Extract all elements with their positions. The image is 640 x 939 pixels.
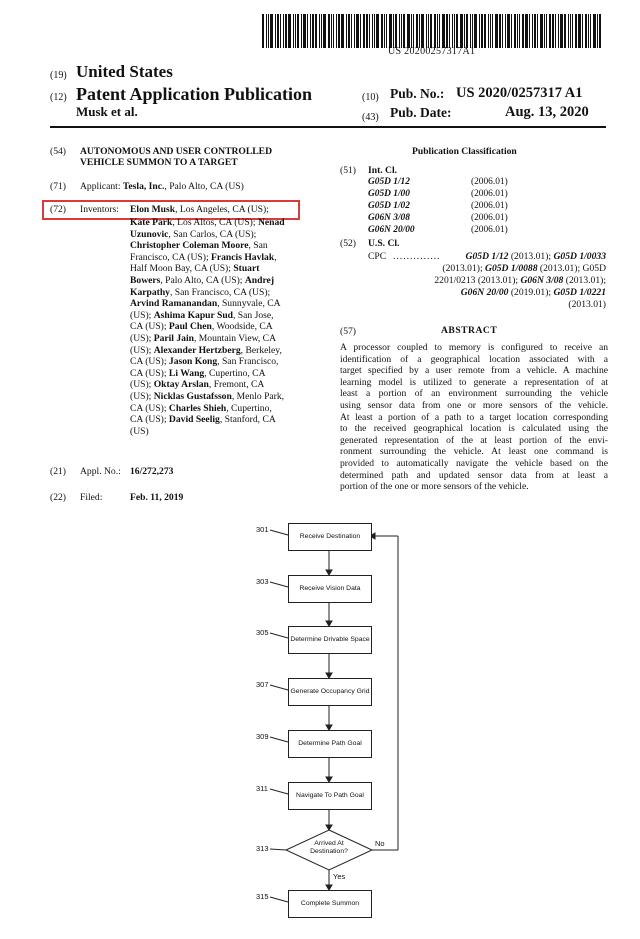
inventor-line: Arvind Ramanandan, Sunnyvale, CA	[130, 298, 281, 310]
inventor-line: CA (US); Jason Kong, San Francisco,	[130, 356, 279, 368]
inventor-line: (US); Ashima Kapur Sud, San Jose,	[130, 309, 274, 321]
intcl-version: (2006.01)	[471, 213, 508, 223]
cpc-line: (2013.01); G05D 1/0088 (2013.01); G05D	[442, 263, 606, 274]
abstract-line: target specified by a user remote from a vehicle. A machine	[340, 365, 608, 377]
title-line-2: VEHICLE SUMMON TO A TARGET	[80, 157, 238, 168]
abstract-line: ronment surrounding the vehicle. At least one command is	[340, 446, 608, 458]
abstract-line: identification of a geographical location associated with a	[340, 353, 608, 365]
filed-label: Filed:	[80, 492, 103, 503]
flow-arrowhead	[326, 825, 332, 830]
flow-step-box: Generate Occupancy Grid	[288, 678, 372, 706]
flow-step-box: Determine Drivable Space	[288, 626, 372, 654]
inventor-line: Bowers, Palo Alto, CA (US); Andrej	[130, 274, 275, 286]
flow-step-number: 305	[256, 628, 269, 637]
code-21: (21)	[50, 466, 66, 477]
code-52: (52)	[340, 238, 356, 249]
decision-number: 313	[256, 844, 269, 853]
inventor-line: (US); Nicklas Gustafsson, Menlo Park,	[130, 390, 285, 402]
flow-step-number: 301	[256, 525, 269, 534]
no-label: No	[375, 839, 385, 848]
abstract-line: to the received geographical location is calculated using the	[340, 423, 608, 435]
document-type: Patent Application Publication	[76, 84, 313, 104]
end-number: 315	[256, 892, 269, 901]
abstract-line: generated representation of the at least portion of the envi-	[340, 434, 608, 446]
code-12: (12)	[50, 92, 67, 103]
intcl-label: Int. Cl.	[368, 165, 398, 176]
code-51: (51)	[340, 165, 356, 176]
applicant-label: Applicant:	[80, 181, 121, 192]
inventors-label: Inventors:	[80, 204, 119, 215]
flow-step-box: Receive Destination	[288, 523, 372, 551]
applicant-place: , Palo Alto, CA (US)	[164, 181, 244, 192]
intcl-version: (2006.01)	[471, 201, 508, 211]
yes-label: Yes	[333, 872, 346, 881]
flow-step-number: 309	[256, 732, 269, 741]
decision-text: Arrived At Destination?	[310, 840, 348, 855]
abstract-line: least a portion of an environment surrounding the vehicle	[340, 388, 608, 400]
step-number-leader	[270, 633, 288, 638]
pub-date-label: Pub. Date:	[390, 105, 452, 120]
filed-value: Feb. 11, 2019	[130, 492, 184, 503]
flow-step-box: Navigate To Path Goal	[288, 782, 372, 810]
authors: Musk et al.	[76, 104, 138, 119]
pub-date: Aug. 13, 2020	[505, 104, 589, 120]
uscl-label: U.S. Cl.	[368, 238, 400, 249]
cpc-line: 2201/0213 (2013.01); G06N 3/08 (2013.01);	[434, 275, 606, 286]
code-19: (19)	[50, 70, 67, 81]
abstract-line: using sensor data from one or more sensors of the vehicle.	[340, 399, 608, 411]
inventor-line: CA (US); Li Wang, Cupertino, CA	[130, 367, 266, 379]
inventor-line: CA (US); Paul Chen, Woodside, CA	[130, 321, 273, 333]
code-22: (22)	[50, 492, 66, 503]
intcl-version: (2006.01)	[471, 225, 508, 235]
inventor-line: (US); Alexander Hertzberg, Berkeley,	[130, 344, 282, 356]
first-inventor-place: , Los Angeles, CA (US);	[175, 204, 269, 215]
abstract-line: learning model is utilized to generate a representation of at	[340, 376, 608, 388]
abstract-line: provided to automatically navigate the vehicle based on the	[340, 457, 608, 469]
code-57: (57)	[340, 326, 356, 337]
appl-no-label: Appl. No.:	[80, 466, 121, 477]
flow-step-number: 311	[256, 784, 268, 793]
first-inventor-name: Elon Musk	[130, 204, 176, 215]
pub-no-label: Pub. No.:	[390, 86, 445, 101]
cpc-line: G06N 20/00 (2019.01); G05D 1/0221	[460, 287, 606, 298]
step-number-leader	[270, 530, 288, 535]
flow-step-box: Determine Path Goal	[288, 730, 372, 758]
abstract-line: determined path and updated sensor data from at least a	[340, 469, 608, 481]
intcl-version: (2006.01)	[471, 189, 508, 199]
appl-no-value: 16/272,273	[130, 466, 174, 477]
step-number-leader	[270, 849, 286, 850]
intcl-version: (2006.01)	[471, 177, 508, 187]
barcode-number: US 20200257317A1	[388, 46, 476, 57]
abstract-line: portion of the one or more sensors of the vehicle.	[340, 481, 529, 493]
classification-heading: Publication Classification	[412, 146, 517, 157]
country: United States	[76, 62, 173, 81]
applicant-name: Tesla, Inc.	[122, 181, 165, 192]
inventor-line: Karpathy, San Francisco, CA (US);	[130, 286, 271, 298]
inventor-line: Christopher Coleman Moore, San	[130, 240, 268, 252]
title-line-1: AUTONOMOUS AND USER CONTROLLED	[80, 146, 272, 157]
inventor-line: Uzunovic, San Carlos, CA (US);	[130, 228, 257, 240]
inventor-line: Francisco, CA (US); Francis Havlak,	[130, 251, 277, 263]
flow-step-box: Receive Vision Data	[288, 575, 372, 603]
abstract-line: At least a portion of a path to a target location corresponding	[340, 411, 608, 423]
inventor-line: (US); Oktay Arslan, Fremont, CA	[130, 379, 265, 391]
intcl-class: G05D 1/12	[368, 177, 410, 187]
step-number-leader	[270, 897, 288, 902]
flow-step-number: 303	[256, 577, 269, 586]
step-number-leader	[270, 789, 288, 794]
intcl-class: G06N 3/08	[368, 213, 410, 223]
inventor-line: CA (US); David Seelig, Stanford, CA	[130, 414, 276, 426]
code-71: (71)	[50, 181, 66, 192]
inventor-line: Half Moon Bay, CA (US); Stuart	[130, 263, 260, 275]
inventor-line: CA (US); Charles Shieh, Cupertino,	[130, 402, 272, 414]
end-box: Complete Summon	[288, 890, 372, 918]
step-number-leader	[270, 685, 288, 690]
step-number-leader	[270, 737, 288, 742]
pub-no: US 2020/0257317 A1	[456, 85, 583, 101]
step-number-leader	[270, 582, 288, 587]
cpc-label: CPC	[368, 251, 387, 262]
code-10: (10)	[362, 92, 379, 103]
cpc-leader: ..............	[393, 251, 441, 262]
abstract-line: A processor coupled to memory is configured to receive an	[340, 342, 608, 353]
cpc-line: (2013.01)	[568, 299, 606, 310]
code-54: (54)	[50, 146, 66, 157]
intcl-class: G05D 1/00	[368, 189, 410, 199]
cpc-line: G05D 1/12 (2013.01); G05D 1/0033	[465, 251, 606, 262]
code-72: (72)	[50, 204, 66, 215]
inventor-line: (US)	[130, 425, 149, 437]
abstract-heading: ABSTRACT	[441, 325, 498, 336]
flow-step-number: 307	[256, 680, 269, 689]
intcl-class: G05D 1/02	[368, 201, 410, 211]
inventor-line: (US); Paril Jain, Mountain View, CA	[130, 332, 277, 344]
intcl-class: G06N 20/00	[368, 225, 415, 235]
inventor-line: Kate Park, Los Altos, CA (US); Nenad	[130, 217, 285, 228]
code-43: (43)	[362, 112, 379, 123]
